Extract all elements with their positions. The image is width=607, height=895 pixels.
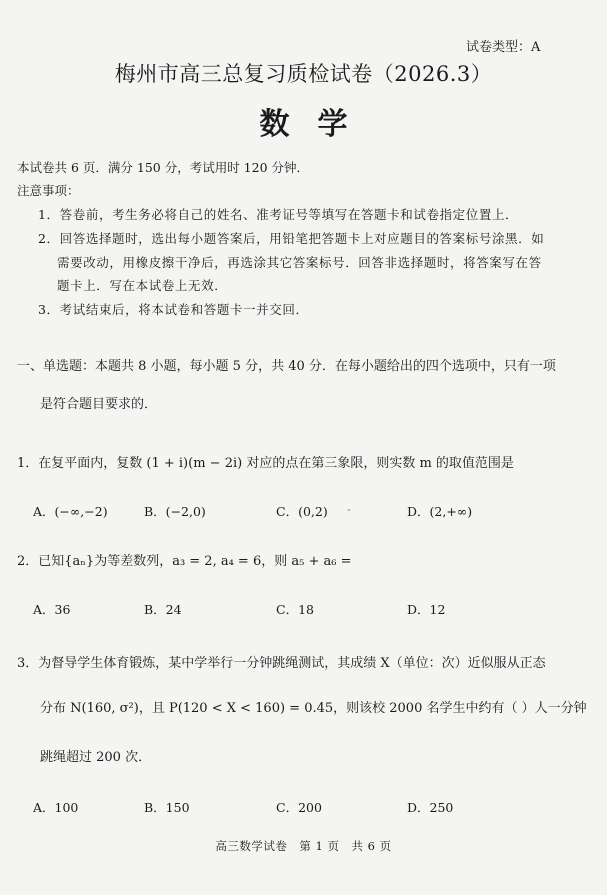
question-1-option-b: B．(−2,0): [144, 504, 206, 519]
question-2-option-a: A．36: [33, 602, 71, 617]
subject-heading: 数学: [259, 107, 376, 142]
stray-mark: -: [347, 503, 351, 516]
section-heading-line-2: 是符合题目要求的．: [40, 397, 158, 412]
question-1-option-d: D．(2,+∞): [407, 504, 473, 519]
question-3-option-a: A．100: [33, 800, 79, 815]
question-3-stem-line-1: 3．为督导学生体育锻炼，某中学举行一分钟跳绳测试，其成绩 X（单位：次）近似服从正态: [17, 656, 546, 671]
notice-item-2-line-2: 需要改动，用橡皮擦干净后，再选涂其它答案标号．回答非选择题时，将答案写在答: [57, 255, 542, 270]
exam-intro: 本试卷共 6 页．满分 150 分，考试用时 120 分钟．: [17, 160, 310, 175]
paper-type-label: 试卷类型：A: [466, 40, 541, 55]
question-3-stem-line-3: 跳绳超过 200 次．: [40, 750, 152, 765]
page-footer: 高三数学试卷 第 1 页 共 6 页: [215, 839, 392, 853]
notice-item-1: 1．答卷前，考生务必将自己的姓名、准考证号等填写在答题卡和试卷指定位置上．: [38, 207, 519, 222]
section-heading-line-1: 一、单选题：本题共 8 小题，每小题 5 分，共 40 分．在每小题给出的四个选项中，只有一项: [17, 359, 556, 374]
question-2-option-d: D．12: [407, 602, 446, 617]
question-3-option-d: D．250: [407, 800, 454, 815]
question-2-stem: 2．已知{aₙ}为等差数列，a₃ = 2, a₄ = 6，则 a₅ + a₆ =: [17, 554, 352, 569]
question-3-option-b: B．150: [144, 800, 190, 815]
question-1-option-a: A．(−∞,−2): [33, 504, 108, 519]
notice-item-3: 3．考试结束后，将本试卷和答题卡一并交回．: [38, 302, 309, 317]
notice-heading: 注意事项：: [17, 183, 80, 198]
question-1-option-c: C．(0,2): [276, 504, 328, 519]
question-3-option-c: C．200: [276, 800, 322, 815]
question-1-stem: 1．在复平面内，复数 (1 + i)(m − 2i) 对应的点在第三象限，则实数 m 的取值范围是: [17, 456, 514, 471]
question-3-stem-line-2: 分布 N(160, σ²)，且 P(120 < X < 160) = 0.45，则该校 2000 名学生中约有（ ）人一分钟: [40, 701, 587, 716]
question-2-option-b: B．24: [144, 602, 182, 617]
notice-item-2-line-1: 2．回答选择题时，选出每小题答案后，用铅笔把答题卡上对应题目的答案标号涂黑．如: [38, 231, 545, 246]
question-2-option-c: C．18: [276, 602, 314, 617]
exam-title: 梅州市高三总复习质检试卷（2026.3）: [114, 62, 493, 86]
notice-item-2-line-3: 题卡上．写在本试卷上无效．: [57, 278, 228, 293]
